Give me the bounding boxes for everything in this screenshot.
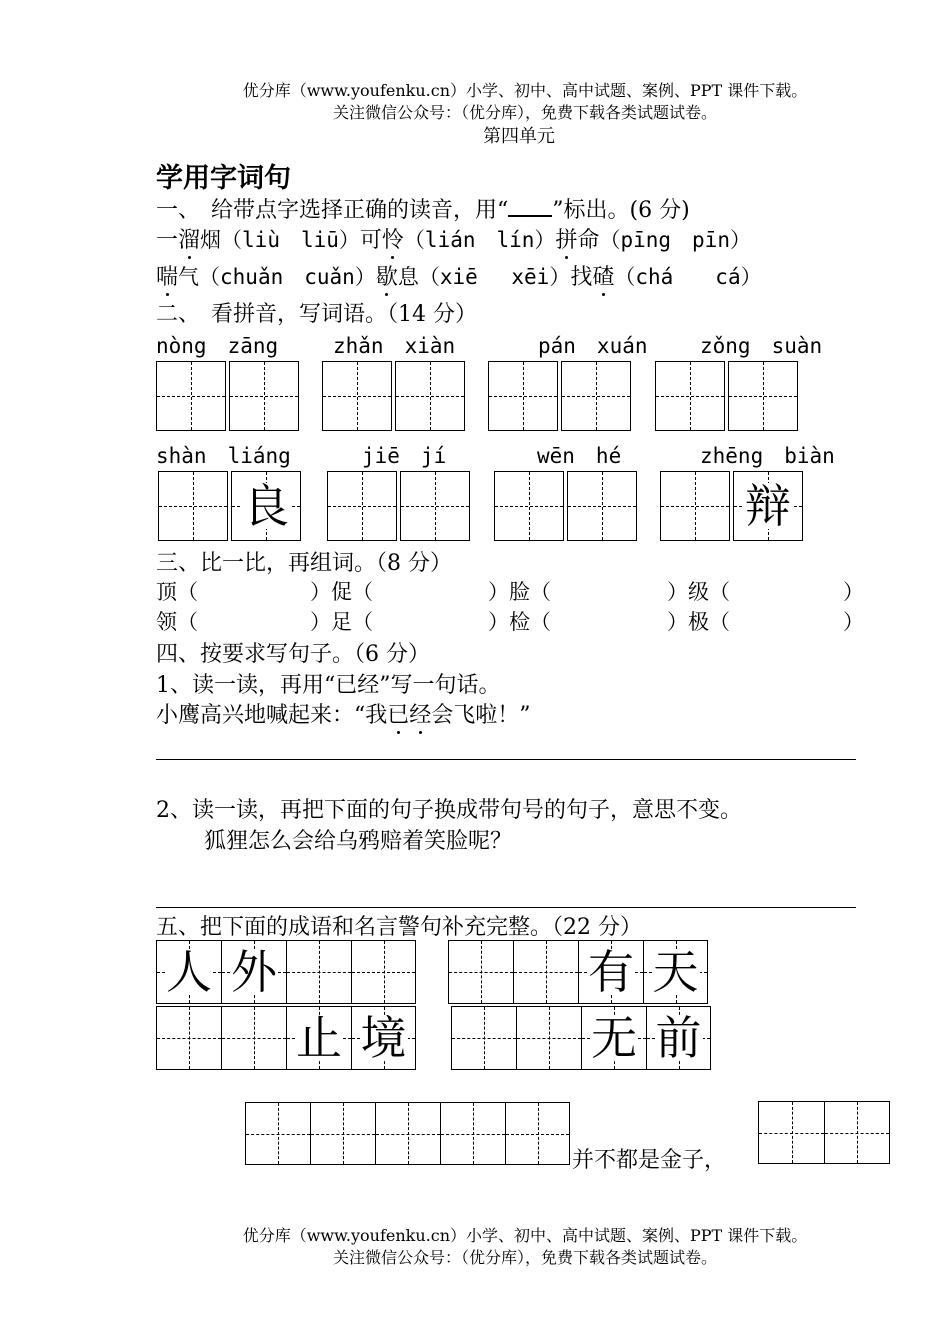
write-cell[interactable] [156, 1006, 221, 1070]
q4-s1-sentence [156, 698, 531, 729]
given-char: 前 [655, 1011, 702, 1065]
q2-pinyin: nòng zāng [156, 334, 279, 358]
q1-item-pre: 一 [156, 228, 179, 253]
footer-line-1: 优分库（www.youfenku.cn）小学、初中、高中试题、案例、PPT 课件下载。 [242, 1226, 808, 1245]
given-char: 境 [360, 1011, 407, 1065]
dotted-char: 经 [409, 698, 431, 729]
given-char: 天 [652, 945, 699, 999]
write-cell[interactable] [158, 471, 228, 541]
given-char-cell [643, 940, 708, 1004]
write-cell[interactable] [488, 361, 558, 431]
q2-pinyin: zhǎn xiàn [333, 334, 456, 358]
write-cell[interactable] [655, 361, 725, 431]
dotted-char: 已 [387, 698, 409, 729]
write-cell[interactable] [728, 361, 798, 431]
write-cell[interactable] [322, 361, 392, 431]
q1-item-options[interactable]: （pīng pīn） [599, 228, 751, 252]
q1-heading-pre: 一、 给带点字选择正确的读音，用“ [156, 198, 509, 223]
q3-word-slot[interactable]: ）极（ [667, 610, 730, 634]
q4-s1-task: 1、读一读，再用“已经”写一句话。 [156, 673, 501, 698]
q2-pinyin: pán xuán [538, 334, 648, 358]
given-char: 良 [243, 479, 289, 533]
q1-item-pre: 可 [359, 228, 382, 253]
header-line-2: 关注微信公众号：（优分库），免费下载各类试题试卷。 [332, 103, 717, 122]
q1-heading-post: ”标出。(6 分) [552, 198, 690, 223]
q1-row-2 [156, 260, 762, 291]
write-cell[interactable] [567, 471, 637, 541]
q1-item-post: 命 [577, 228, 600, 253]
answer-underline-sample [508, 199, 552, 217]
q3-word-slot[interactable]: 领（ [156, 610, 198, 634]
dotted-char: 拼 [555, 223, 577, 254]
q3-word-slot: ） [843, 610, 864, 634]
given-char-cell [578, 940, 643, 1004]
q3-word-slot: ） [843, 580, 864, 604]
write-cell[interactable] [516, 1006, 581, 1070]
q1-item-options[interactable]: 气（chuǎn cuǎn） [178, 265, 376, 289]
q3-heading: 三、比一比，再组词。（8 分） [156, 551, 452, 576]
proverb-text: 并不都是金子， [572, 1148, 727, 1173]
q3-word-slot[interactable]: ）脸（ [488, 580, 551, 604]
given-char: 人 [166, 945, 212, 999]
q1-item-options[interactable]: （lián lín） [403, 228, 556, 252]
write-cell[interactable] [395, 361, 465, 431]
write-cell[interactable] [229, 361, 299, 431]
write-cell[interactable] [245, 1102, 310, 1165]
q3-word-slot[interactable]: ）检（ [488, 610, 551, 634]
given-char-cell [581, 1006, 646, 1070]
write-cell[interactable] [561, 361, 631, 431]
q1-heading [156, 193, 690, 224]
write-box-group [158, 471, 304, 541]
q3-word-slot[interactable]: ）级（ [667, 580, 730, 604]
q1-item-options[interactable]: 烟（liù liū） [200, 228, 360, 252]
write-box-group [156, 361, 302, 431]
write-cell[interactable] [440, 1102, 505, 1165]
given-char-cell [156, 940, 221, 1004]
q4-s2-sentence: 狐狸怎么会给乌鸦赔着笑脸呢？ [204, 829, 513, 854]
given-char: 无 [591, 1011, 637, 1065]
q3-word-slot[interactable]: ）促（ [310, 580, 373, 604]
write-cell[interactable] [286, 940, 351, 1004]
given-char: 外 [231, 945, 277, 999]
write-cell[interactable] [310, 1102, 375, 1165]
write-cell[interactable] [824, 1101, 890, 1164]
q2-pinyin: shàn liáng [156, 444, 291, 468]
given-char: 止 [296, 1011, 342, 1065]
write-cell[interactable] [351, 940, 416, 1004]
given-char-cell [221, 940, 286, 1004]
q4-heading: 四、按要求写句子。（6 分） [156, 642, 430, 667]
dotted-char: 喘 [156, 260, 178, 291]
unit-title: 第四单元 [483, 126, 555, 147]
write-cell[interactable] [400, 471, 470, 541]
header-line-1: 优分库（www.youfenku.cn）小学、初中、高中试题、案例、PPT 课件下载。 [242, 81, 808, 100]
q2-pinyin: jiē jí [362, 444, 447, 468]
q4-s2-task: 2、读一读，再把下面的句子换成带句号的句子，意思不变。 [156, 798, 742, 823]
dotted-char: 怜 [382, 223, 404, 254]
given-char-cell [351, 1006, 416, 1070]
write-cell[interactable] [375, 1102, 440, 1165]
write-cell[interactable] [156, 361, 226, 431]
write-cell[interactable] [494, 471, 564, 541]
dotted-char: 碴 [592, 260, 614, 291]
write-cell[interactable] [221, 1006, 286, 1070]
q3-word-slot[interactable]: ）足（ [310, 610, 373, 634]
q2-pinyin: zhēng biàn [700, 444, 835, 468]
write-cell[interactable] [758, 1101, 824, 1164]
given-char-cell [733, 471, 803, 541]
q2-heading: 二、 看拼音，写词语。（14 分） [156, 302, 477, 327]
section-title: 学用字词句 [156, 163, 291, 194]
write-cell[interactable] [505, 1102, 570, 1165]
q1-item-options[interactable]: 息（xiē xēi） [397, 265, 571, 289]
q2-pinyin: wēn hé [537, 444, 622, 468]
idiom-box-group [156, 1006, 416, 1070]
dotted-char: 溜 [178, 223, 200, 254]
write-box-group [327, 471, 473, 541]
write-cell[interactable] [448, 940, 513, 1004]
q4-s1-pre: 小鹰高兴地喊起来：“我 [156, 703, 388, 728]
q5-heading: 五、把下面的成语和名言警句补充完整。（22 分） [156, 915, 642, 940]
q1-row-1 [156, 223, 751, 254]
idiom-box-group [156, 940, 416, 1004]
dotted-char: 歇 [376, 260, 398, 291]
write-cell[interactable] [451, 1006, 516, 1070]
idiom-box-group [451, 1006, 711, 1070]
answer-line[interactable] [156, 759, 856, 760]
given-char: 辩 [745, 479, 791, 533]
q1-item-options[interactable]: （chá cá） [614, 265, 762, 289]
idiom-box-group [448, 940, 708, 1004]
given-char-cell [231, 471, 301, 541]
q3-word-slot[interactable]: 顶（ [156, 580, 198, 604]
given-char-cell [646, 1006, 711, 1070]
q2-pinyin: zǒng suàn [700, 334, 823, 358]
write-box-group [322, 361, 468, 431]
write-cell[interactable] [660, 471, 730, 541]
write-box-group [488, 361, 634, 431]
given-char: 有 [588, 945, 634, 999]
write-cell[interactable] [513, 940, 578, 1004]
answer-line[interactable] [156, 907, 856, 908]
proverb-box-group [245, 1102, 570, 1165]
write-box-group [494, 471, 640, 541]
footer-line-2: 关注微信公众号：（优分库），免费下载各类试题试卷。 [332, 1248, 717, 1267]
given-char-cell [286, 1006, 351, 1070]
write-box-group [655, 361, 801, 431]
q1-item-pre: 找 [570, 265, 593, 290]
write-box-group [660, 471, 806, 541]
write-cell[interactable] [327, 471, 397, 541]
proverb-box-group [758, 1101, 890, 1164]
q4-s1-post: 会飞啦！” [431, 703, 531, 728]
